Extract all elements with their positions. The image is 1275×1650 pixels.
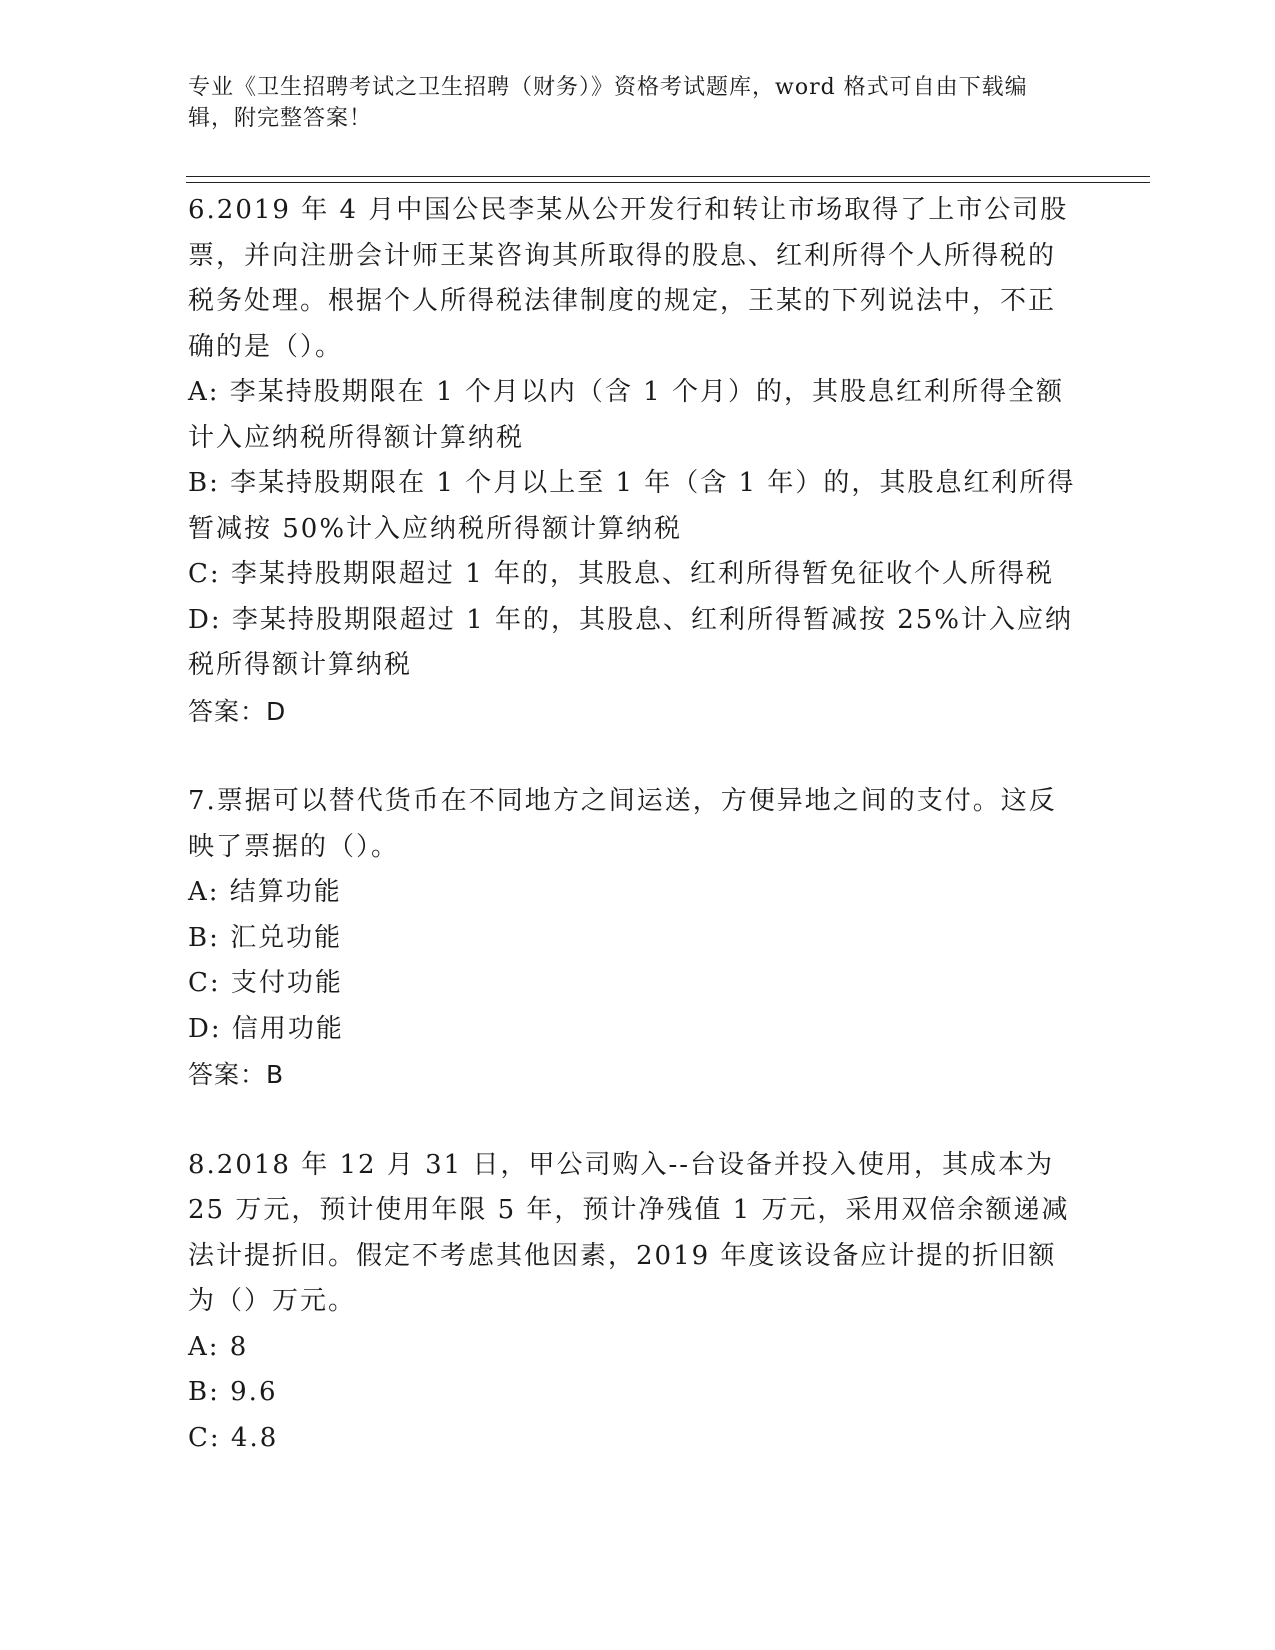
question-6 — [188, 188, 1078, 734]
answer-label: 答案：B — [188, 1060, 285, 1089]
question-stem: 6.2019 年 4 月中国公民李某从公开发行和转让市场取得了上市公司股票，并向注册会计师王某咨询其所取得的股息、红利所得个人所得税的税务处理。根据个人所得税法律制度的规定，王某的下列说法中，不正确的是（）。 — [188, 195, 1069, 362]
option-d: D: 信用功能 — [188, 1013, 344, 1044]
option-a: A: 8 — [188, 1331, 249, 1362]
option-a: A: 结算功能 — [188, 877, 342, 907]
question-spacer — [188, 1098, 1078, 1143]
option-c: C: 4.8 — [188, 1422, 279, 1453]
question-stem: 8.2018 年 12 月 31 日，甲公司购入--台设备并投入使用，其成本为 25 万元，预计使用年限 5 年，预计净残值 1 万元，采用双倍余额递减法计提折旧。假定不考虑其他因素，2019 年度该设备应计提的折旧额为（）万元。 — [188, 1149, 1070, 1316]
answer-label: 答案：D — [188, 696, 287, 726]
option-c: C: 支付功能 — [188, 968, 343, 998]
question-spacer — [188, 734, 1078, 779]
question-stem: 7.票据可以替代货币在不同地方之间运送，方便异地之间的支付。这反映了票据的（）。 — [188, 786, 1057, 862]
option-b: B: 李某持股期限在 1 个月以上至 1 年（含 1 年）的，其股息红利所得暂减按 50%计入应纳税所得额计算纳税 — [188, 468, 1076, 544]
question-8 — [188, 1143, 1078, 1462]
option-b: B: 9.6 — [188, 1377, 278, 1407]
document-header: 专业《卫生招聘考试之卫生招聘（财务）》资格考试题库，word 格式可自由下载编辑，附完整答案！ — [188, 75, 1028, 131]
header-rule-bottom — [186, 182, 1150, 183]
header-rule-top — [186, 176, 1150, 177]
option-a: A: 李某持股期限在 1 个月以内（含 1 个月）的，其股息红利所得全额计入应纳税所得额计算纳税 — [188, 377, 1064, 453]
option-d: D: 李某持股期限超过 1 年的，其股息、红利所得暂减按 25%计入应纳税所得额计算纳税 — [188, 604, 1073, 680]
question-7 — [188, 779, 1078, 1098]
option-c: C: 李某持股期限超过 1 年的，其股息、红利所得暂免征收个人所得税 — [188, 559, 1054, 589]
question-list — [188, 188, 1078, 1461]
option-b: B: 汇兑功能 — [188, 922, 343, 953]
